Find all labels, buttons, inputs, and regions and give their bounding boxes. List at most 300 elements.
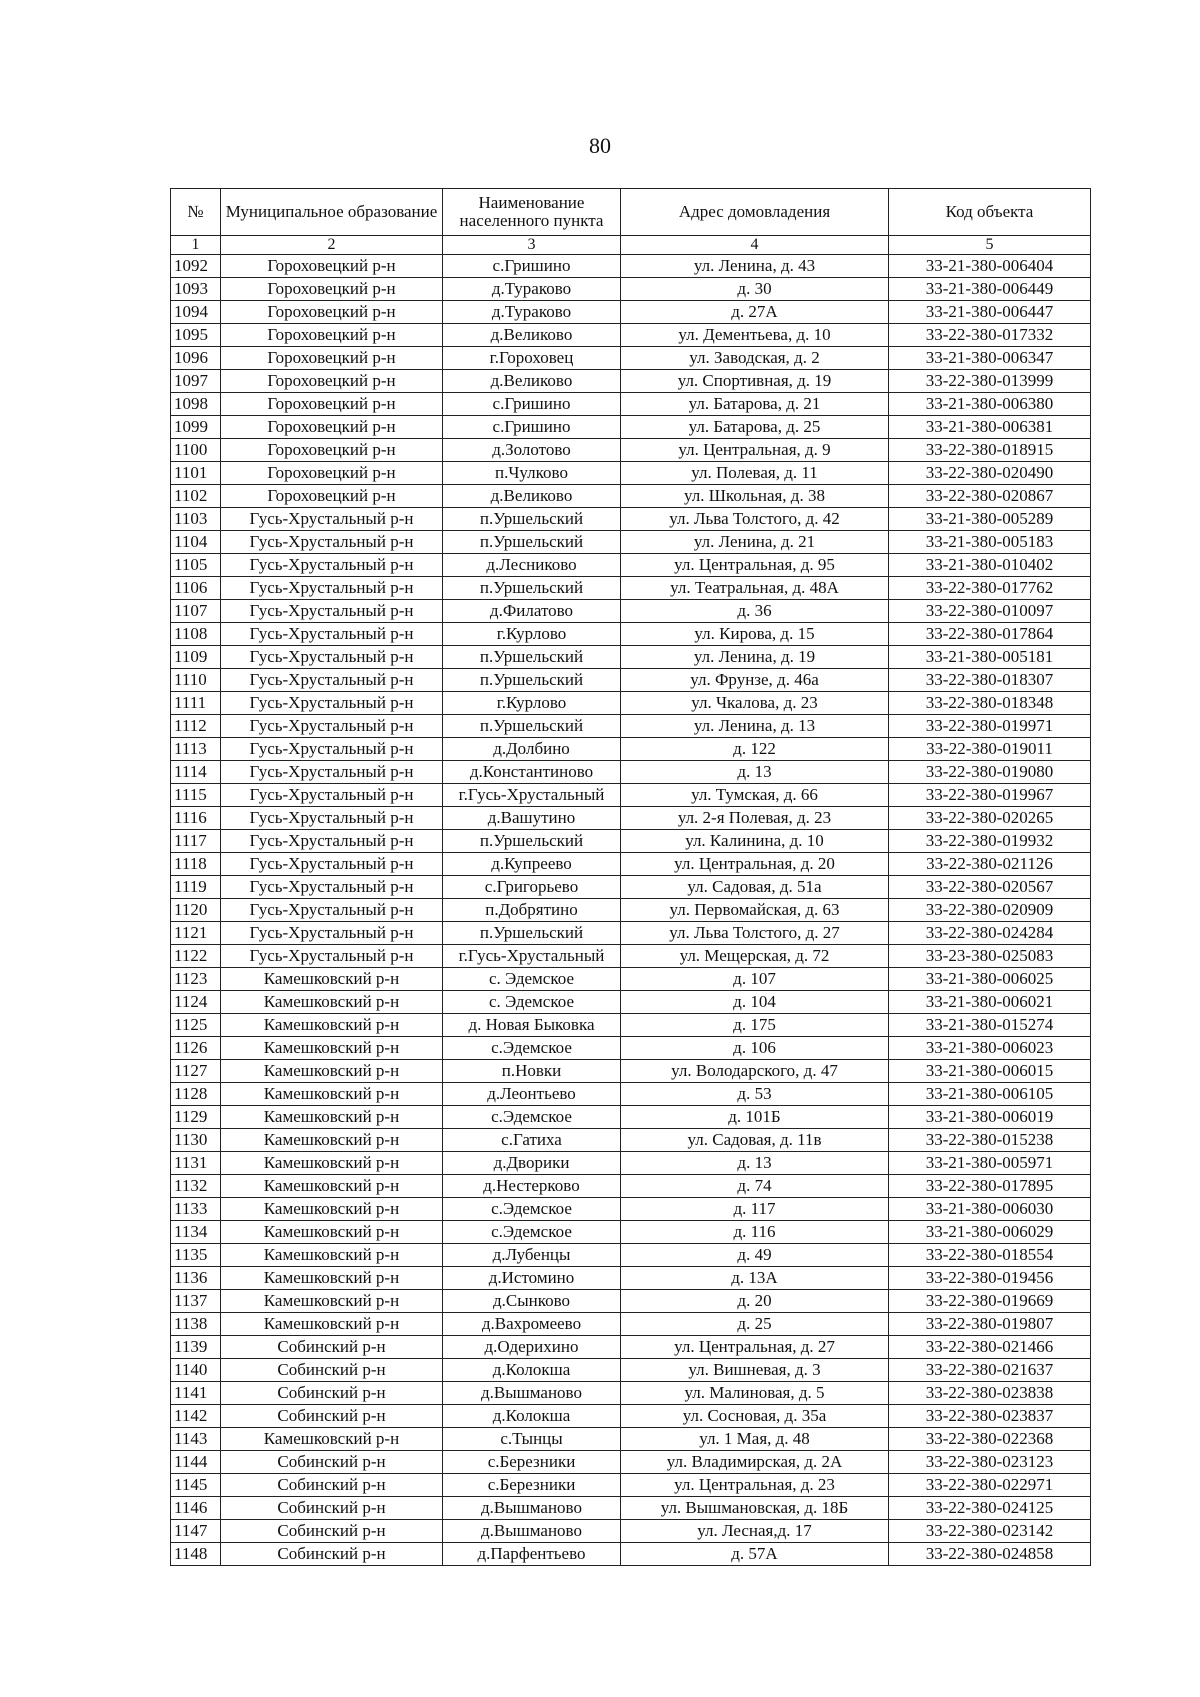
object-code-cell: 33-22-380-020265 bbox=[889, 807, 1091, 830]
address-cell: д. 13 bbox=[621, 761, 889, 784]
settlement-cell: д.Вахромеево bbox=[443, 1313, 621, 1336]
settlement-cell: с.Тынцы bbox=[443, 1428, 621, 1451]
object-code-cell: 33-21-380-005183 bbox=[889, 531, 1091, 554]
municipality-cell: Гусь-Хрустальный р-н bbox=[221, 784, 443, 807]
table-row bbox=[171, 1336, 1091, 1359]
municipality-cell: Гусь-Хрустальный р-н bbox=[221, 807, 443, 830]
address-cell: д. 104 bbox=[621, 991, 889, 1014]
row-number-cell: 1128 bbox=[171, 1083, 221, 1106]
address-cell: д. 30 bbox=[621, 278, 889, 301]
table-row bbox=[171, 1359, 1091, 1382]
address-cell: ул. Лесная,д. 17 bbox=[621, 1520, 889, 1543]
table-row bbox=[171, 1060, 1091, 1083]
municipality-cell: Гороховецкий р-н bbox=[221, 370, 443, 393]
row-number-cell: 1142 bbox=[171, 1405, 221, 1428]
municipality-cell: Гусь-Хрустальный р-н bbox=[221, 922, 443, 945]
municipality-cell: Камешковский р-н bbox=[221, 1267, 443, 1290]
settlement-cell: д.Тураково bbox=[443, 278, 621, 301]
object-code-cell: 33-22-380-017895 bbox=[889, 1175, 1091, 1198]
municipality-cell: Камешковский р-н bbox=[221, 1152, 443, 1175]
municipality-cell: Собинский р-н bbox=[221, 1382, 443, 1405]
settlement-cell: с.Эдемское bbox=[443, 1198, 621, 1221]
object-code-cell: 33-21-380-006447 bbox=[889, 301, 1091, 324]
address-cell: ул. Льва Толстого, д. 27 bbox=[621, 922, 889, 945]
row-number-cell: 1109 bbox=[171, 646, 221, 669]
table-row bbox=[171, 1474, 1091, 1497]
address-cell: ул. Театральная, д. 48А bbox=[621, 577, 889, 600]
address-cell: ул. 1 Мая, д. 48 bbox=[621, 1428, 889, 1451]
settlement-cell: с.Березники bbox=[443, 1474, 621, 1497]
row-number-cell: 1102 bbox=[171, 485, 221, 508]
object-code-cell: 33-22-380-019669 bbox=[889, 1290, 1091, 1313]
table-row bbox=[171, 991, 1091, 1014]
row-number-cell: 1103 bbox=[171, 508, 221, 531]
object-code-cell: 33-21-380-005181 bbox=[889, 646, 1091, 669]
municipality-cell: Камешковский р-н bbox=[221, 1428, 443, 1451]
municipality-cell: Гусь-Хрустальный р-н bbox=[221, 554, 443, 577]
municipality-cell: Гороховецкий р-н bbox=[221, 301, 443, 324]
settlement-cell: с.Григорьево bbox=[443, 876, 621, 899]
object-code-cell: 33-22-380-018554 bbox=[889, 1244, 1091, 1267]
municipality-cell: Гусь-Хрустальный р-н bbox=[221, 945, 443, 968]
row-number-cell: 1129 bbox=[171, 1106, 221, 1129]
table-row bbox=[171, 462, 1091, 485]
object-code-cell: 33-22-380-023838 bbox=[889, 1382, 1091, 1405]
settlement-cell: д.Парфентьево bbox=[443, 1543, 621, 1566]
settlement-cell: г.Гороховец bbox=[443, 347, 621, 370]
object-code-cell: 33-21-380-006381 bbox=[889, 416, 1091, 439]
column-header-settlement: Наименование населенного пункта bbox=[443, 189, 621, 236]
row-number-cell: 1143 bbox=[171, 1428, 221, 1451]
municipality-cell: Гусь-Хрустальный р-н bbox=[221, 692, 443, 715]
row-number-cell: 1119 bbox=[171, 876, 221, 899]
municipality-cell: Гусь-Хрустальный р-н bbox=[221, 761, 443, 784]
municipality-cell: Камешковский р-н bbox=[221, 1106, 443, 1129]
settlement-cell: г.Гусь-Хрустальный bbox=[443, 945, 621, 968]
object-code-cell: 33-22-380-022971 bbox=[889, 1474, 1091, 1497]
object-code-cell: 33-21-380-006105 bbox=[889, 1083, 1091, 1106]
object-code-cell: 33-21-380-005289 bbox=[889, 508, 1091, 531]
settlement-cell: д.Одерихино bbox=[443, 1336, 621, 1359]
settlement-cell: п.Уршельский bbox=[443, 830, 621, 853]
object-code-cell: 33-22-380-020909 bbox=[889, 899, 1091, 922]
municipality-cell: Собинский р-н bbox=[221, 1405, 443, 1428]
column-header-address: Адрес домовладения bbox=[621, 189, 889, 236]
settlement-cell: п.Уршельский bbox=[443, 715, 621, 738]
address-cell: д. 20 bbox=[621, 1290, 889, 1313]
municipality-cell: Гороховецкий р-н bbox=[221, 255, 443, 278]
table-row bbox=[171, 899, 1091, 922]
row-number-cell: 1093 bbox=[171, 278, 221, 301]
object-code-cell: 33-22-380-019456 bbox=[889, 1267, 1091, 1290]
settlement-cell: с.Гришино bbox=[443, 393, 621, 416]
column-number: 2 bbox=[221, 236, 443, 255]
row-number-cell: 1110 bbox=[171, 669, 221, 692]
municipality-cell: Гороховецкий р-н bbox=[221, 324, 443, 347]
address-cell: д. 116 bbox=[621, 1221, 889, 1244]
municipality-cell: Гусь-Хрустальный р-н bbox=[221, 738, 443, 761]
address-cell: ул. Ленина, д. 19 bbox=[621, 646, 889, 669]
address-cell: ул. Спортивная, д. 19 bbox=[621, 370, 889, 393]
object-code-cell: 33-22-380-019971 bbox=[889, 715, 1091, 738]
table-row bbox=[171, 1313, 1091, 1336]
table-row bbox=[171, 922, 1091, 945]
municipality-cell: Гороховецкий р-н bbox=[221, 393, 443, 416]
table-row bbox=[171, 761, 1091, 784]
settlement-cell: с.Эдемское bbox=[443, 1221, 621, 1244]
row-number-cell: 1138 bbox=[171, 1313, 221, 1336]
address-cell: ул. Чкалова, д. 23 bbox=[621, 692, 889, 715]
municipality-cell: Камешковский р-н bbox=[221, 1221, 443, 1244]
row-number-cell: 1100 bbox=[171, 439, 221, 462]
table-row bbox=[171, 692, 1091, 715]
address-cell: ул. 2-я Полевая, д. 23 bbox=[621, 807, 889, 830]
settlement-cell: д.Сынково bbox=[443, 1290, 621, 1313]
address-cell: ул. Ленина, д. 13 bbox=[621, 715, 889, 738]
municipality-cell: Камешковский р-н bbox=[221, 1244, 443, 1267]
table-row bbox=[171, 416, 1091, 439]
municipality-cell: Собинский р-н bbox=[221, 1497, 443, 1520]
table-row bbox=[171, 715, 1091, 738]
municipality-cell: Гороховецкий р-н bbox=[221, 347, 443, 370]
row-number-cell: 1101 bbox=[171, 462, 221, 485]
municipality-cell: Камешковский р-н bbox=[221, 1198, 443, 1221]
row-number-cell: 1105 bbox=[171, 554, 221, 577]
municipality-cell: Гусь-Хрустальный р-н bbox=[221, 577, 443, 600]
object-code-cell: 33-22-380-015238 bbox=[889, 1129, 1091, 1152]
address-cell: д. 175 bbox=[621, 1014, 889, 1037]
object-code-cell: 33-21-380-006380 bbox=[889, 393, 1091, 416]
address-cell: ул. Малиновая, д. 5 bbox=[621, 1382, 889, 1405]
address-cell: ул. Льва Толстого, д. 42 bbox=[621, 508, 889, 531]
row-number-cell: 1111 bbox=[171, 692, 221, 715]
table-row bbox=[171, 577, 1091, 600]
row-number-cell: 1098 bbox=[171, 393, 221, 416]
table-row bbox=[171, 1198, 1091, 1221]
table-header-row bbox=[171, 189, 1091, 236]
address-cell: ул. Батарова, д. 21 bbox=[621, 393, 889, 416]
table-row bbox=[171, 1175, 1091, 1198]
settlement-cell: с.Гришино bbox=[443, 416, 621, 439]
municipality-cell: Гороховецкий р-н bbox=[221, 439, 443, 462]
address-cell: ул. Центральная, д. 23 bbox=[621, 1474, 889, 1497]
object-code-cell: 33-22-380-023837 bbox=[889, 1405, 1091, 1428]
settlement-cell: п.Чулково bbox=[443, 462, 621, 485]
municipality-cell: Камешковский р-н bbox=[221, 968, 443, 991]
row-number-cell: 1118 bbox=[171, 853, 221, 876]
row-number-cell: 1108 bbox=[171, 623, 221, 646]
municipality-cell: Камешковский р-н bbox=[221, 1037, 443, 1060]
row-number-cell: 1092 bbox=[171, 255, 221, 278]
object-code-cell: 33-22-380-019011 bbox=[889, 738, 1091, 761]
table-row bbox=[171, 1129, 1091, 1152]
table-row bbox=[171, 1152, 1091, 1175]
municipality-cell: Камешковский р-н bbox=[221, 1175, 443, 1198]
row-number-cell: 1113 bbox=[171, 738, 221, 761]
object-code-cell: 33-22-380-024125 bbox=[889, 1497, 1091, 1520]
object-code-cell: 33-22-380-021466 bbox=[889, 1336, 1091, 1359]
table-row bbox=[171, 1083, 1091, 1106]
address-cell: ул. Дементьева, д. 10 bbox=[621, 324, 889, 347]
municipality-cell: Камешковский р-н bbox=[221, 1129, 443, 1152]
row-number-cell: 1145 bbox=[171, 1474, 221, 1497]
row-number-cell: 1135 bbox=[171, 1244, 221, 1267]
object-code-cell: 33-22-380-020490 bbox=[889, 462, 1091, 485]
object-code-cell: 33-22-380-021126 bbox=[889, 853, 1091, 876]
table-row bbox=[171, 600, 1091, 623]
table-row bbox=[171, 623, 1091, 646]
municipality-cell: Гусь-Хрустальный р-н bbox=[221, 508, 443, 531]
settlement-cell: д.Нестерково bbox=[443, 1175, 621, 1198]
settlement-cell: д.Дворики bbox=[443, 1152, 621, 1175]
settlement-cell: д.Константиново bbox=[443, 761, 621, 784]
table-row bbox=[171, 1244, 1091, 1267]
address-cell: ул. Сосновая, д. 35а bbox=[621, 1405, 889, 1428]
address-cell: ул. Школьная, д. 38 bbox=[621, 485, 889, 508]
address-cell: д. 101Б bbox=[621, 1106, 889, 1129]
object-code-cell: 33-21-380-006015 bbox=[889, 1060, 1091, 1083]
settlement-cell: п.Уршельский bbox=[443, 922, 621, 945]
table-row bbox=[171, 531, 1091, 554]
object-code-cell: 33-22-380-021637 bbox=[889, 1359, 1091, 1382]
address-cell: ул. Калинина, д. 10 bbox=[621, 830, 889, 853]
settlement-cell: д.Великово bbox=[443, 370, 621, 393]
row-number-cell: 1139 bbox=[171, 1336, 221, 1359]
column-header-number: № bbox=[171, 189, 221, 236]
municipality-cell: Собинский р-н bbox=[221, 1520, 443, 1543]
municipality-cell: Собинский р-н bbox=[221, 1336, 443, 1359]
municipality-cell: Собинский р-н bbox=[221, 1474, 443, 1497]
row-number-cell: 1147 bbox=[171, 1520, 221, 1543]
row-number-cell: 1094 bbox=[171, 301, 221, 324]
table-body bbox=[171, 255, 1091, 1566]
object-code-cell: 33-22-380-019967 bbox=[889, 784, 1091, 807]
table-row bbox=[171, 1497, 1091, 1520]
municipality-cell: Гусь-Хрустальный р-н bbox=[221, 876, 443, 899]
settlement-cell: с.Гришино bbox=[443, 255, 621, 278]
object-code-cell: 33-21-380-006449 bbox=[889, 278, 1091, 301]
settlement-cell: д.Истомино bbox=[443, 1267, 621, 1290]
address-cell: д. 106 bbox=[621, 1037, 889, 1060]
municipality-cell: Гусь-Хрустальный р-н bbox=[221, 853, 443, 876]
settlement-cell: д.Долбино bbox=[443, 738, 621, 761]
object-code-cell: 33-22-380-023142 bbox=[889, 1520, 1091, 1543]
address-cell: ул. Ленина, д. 21 bbox=[621, 531, 889, 554]
row-number-cell: 1146 bbox=[171, 1497, 221, 1520]
table-row bbox=[171, 646, 1091, 669]
table-row bbox=[171, 669, 1091, 692]
object-code-cell: 33-22-380-024284 bbox=[889, 922, 1091, 945]
table-row bbox=[171, 1451, 1091, 1474]
row-number-cell: 1124 bbox=[171, 991, 221, 1014]
settlement-cell: п.Уршельский bbox=[443, 669, 621, 692]
table-row bbox=[171, 784, 1091, 807]
municipality-cell: Собинский р-н bbox=[221, 1451, 443, 1474]
municipality-cell: Гусь-Хрустальный р-н bbox=[221, 830, 443, 853]
object-code-cell: 33-21-380-006019 bbox=[889, 1106, 1091, 1129]
table-row bbox=[171, 1037, 1091, 1060]
object-code-cell: 33-22-380-020567 bbox=[889, 876, 1091, 899]
row-number-cell: 1136 bbox=[171, 1267, 221, 1290]
table-row bbox=[171, 807, 1091, 830]
settlement-cell: п.Уршельский bbox=[443, 531, 621, 554]
object-code-cell: 33-22-380-024858 bbox=[889, 1543, 1091, 1566]
settlement-cell: д.Великово bbox=[443, 324, 621, 347]
object-code-cell: 33-23-380-025083 bbox=[889, 945, 1091, 968]
municipality-cell: Гороховецкий р-н bbox=[221, 462, 443, 485]
address-cell: д. 49 bbox=[621, 1244, 889, 1267]
table-row bbox=[171, 1520, 1091, 1543]
column-number-row bbox=[171, 236, 1091, 255]
row-number-cell: 1134 bbox=[171, 1221, 221, 1244]
object-code-cell: 33-22-380-022368 bbox=[889, 1428, 1091, 1451]
table-row bbox=[171, 347, 1091, 370]
object-code-cell: 33-22-380-010097 bbox=[889, 600, 1091, 623]
object-code-cell: 33-21-380-005971 bbox=[889, 1152, 1091, 1175]
address-cell: ул. Владимирская, д. 2А bbox=[621, 1451, 889, 1474]
row-number-cell: 1104 bbox=[171, 531, 221, 554]
settlement-cell: д.Филатово bbox=[443, 600, 621, 623]
row-number-cell: 1125 bbox=[171, 1014, 221, 1037]
settlement-cell: д.Колокша bbox=[443, 1359, 621, 1382]
column-number: 3 bbox=[443, 236, 621, 255]
row-number-cell: 1137 bbox=[171, 1290, 221, 1313]
table-row bbox=[171, 1106, 1091, 1129]
table-row bbox=[171, 1014, 1091, 1037]
object-code-cell: 33-21-380-006021 bbox=[889, 991, 1091, 1014]
settlement-cell: с. Эдемское bbox=[443, 991, 621, 1014]
table-row bbox=[171, 301, 1091, 324]
row-number-cell: 1144 bbox=[171, 1451, 221, 1474]
settlement-cell: п.Уршельский bbox=[443, 577, 621, 600]
row-number-cell: 1140 bbox=[171, 1359, 221, 1382]
municipality-cell: Гороховецкий р-н bbox=[221, 485, 443, 508]
address-cell: ул. Центральная, д. 95 bbox=[621, 554, 889, 577]
row-number-cell: 1126 bbox=[171, 1037, 221, 1060]
table-row bbox=[171, 324, 1091, 347]
address-cell: ул. Мещерская, д. 72 bbox=[621, 945, 889, 968]
settlement-cell: д.Лубенцы bbox=[443, 1244, 621, 1267]
settlement-cell: д.Купреево bbox=[443, 853, 621, 876]
settlement-cell: с.Березники bbox=[443, 1451, 621, 1474]
municipality-cell: Камешковский р-н bbox=[221, 1083, 443, 1106]
object-code-cell: 33-22-380-017332 bbox=[889, 324, 1091, 347]
municipality-cell: Гусь-Хрустальный р-н bbox=[221, 600, 443, 623]
object-code-cell: 33-22-380-020867 bbox=[889, 485, 1091, 508]
column-number: 1 bbox=[171, 236, 221, 255]
address-cell: д. 53 bbox=[621, 1083, 889, 1106]
address-cell: д. 36 bbox=[621, 600, 889, 623]
table-row bbox=[171, 393, 1091, 416]
object-code-cell: 33-22-380-023123 bbox=[889, 1451, 1091, 1474]
municipality-cell: Гусь-Хрустальный р-н bbox=[221, 899, 443, 922]
address-cell: ул. Центральная, д. 9 bbox=[621, 439, 889, 462]
object-code-cell: 33-22-380-019932 bbox=[889, 830, 1091, 853]
column-header-municipality: Муниципальное образование bbox=[221, 189, 443, 236]
address-cell: ул. Батарова, д. 25 bbox=[621, 416, 889, 439]
row-number-cell: 1141 bbox=[171, 1382, 221, 1405]
municipality-cell: Гусь-Хрустальный р-н bbox=[221, 531, 443, 554]
municipality-cell: Гусь-Хрустальный р-н bbox=[221, 715, 443, 738]
municipality-cell: Гороховецкий р-н bbox=[221, 416, 443, 439]
row-number-cell: 1122 bbox=[171, 945, 221, 968]
address-cell: д. 74 bbox=[621, 1175, 889, 1198]
settlement-cell: д.Великово bbox=[443, 485, 621, 508]
address-cell: ул. Центральная, д. 27 bbox=[621, 1336, 889, 1359]
address-cell: ул. Фрунзе, д. 46а bbox=[621, 669, 889, 692]
settlement-cell: п.Уршельский bbox=[443, 646, 621, 669]
address-cell: ул. Центральная, д. 20 bbox=[621, 853, 889, 876]
address-cell: д. 57А bbox=[621, 1543, 889, 1566]
address-cell: д. 117 bbox=[621, 1198, 889, 1221]
object-code-cell: 33-21-380-006029 bbox=[889, 1221, 1091, 1244]
table-row bbox=[171, 370, 1091, 393]
settlement-cell: д. Новая Быковка bbox=[443, 1014, 621, 1037]
municipality-cell: Гороховецкий р-н bbox=[221, 278, 443, 301]
object-code-cell: 33-21-380-006347 bbox=[889, 347, 1091, 370]
object-code-cell: 33-22-380-013999 bbox=[889, 370, 1091, 393]
municipality-cell: Собинский р-н bbox=[221, 1359, 443, 1382]
table-row bbox=[171, 1543, 1091, 1566]
address-cell: ул. Заводская, д. 2 bbox=[621, 347, 889, 370]
table-row bbox=[171, 554, 1091, 577]
row-number-cell: 1096 bbox=[171, 347, 221, 370]
object-code-cell: 33-21-380-006030 bbox=[889, 1198, 1091, 1221]
settlement-cell: д.Золотово bbox=[443, 439, 621, 462]
object-code-cell: 33-22-380-019080 bbox=[889, 761, 1091, 784]
table-row bbox=[171, 1382, 1091, 1405]
settlement-cell: д.Леонтьево bbox=[443, 1083, 621, 1106]
settlement-cell: д.Лесниково bbox=[443, 554, 621, 577]
municipality-cell: Камешковский р-н bbox=[221, 1014, 443, 1037]
table-row bbox=[171, 1221, 1091, 1244]
table-row bbox=[171, 1267, 1091, 1290]
settlement-cell: д.Вышманово bbox=[443, 1520, 621, 1543]
row-number-cell: 1099 bbox=[171, 416, 221, 439]
object-code-cell: 33-21-380-006404 bbox=[889, 255, 1091, 278]
settlement-cell: д.Колокша bbox=[443, 1405, 621, 1428]
row-number-cell: 1132 bbox=[171, 1175, 221, 1198]
object-code-cell: 33-22-380-018915 bbox=[889, 439, 1091, 462]
table-row bbox=[171, 1405, 1091, 1428]
address-cell: д. 13 bbox=[621, 1152, 889, 1175]
address-cell: ул. Вышмановская, д. 18Б bbox=[621, 1497, 889, 1520]
object-code-cell: 33-22-380-017864 bbox=[889, 623, 1091, 646]
row-number-cell: 1120 bbox=[171, 899, 221, 922]
table-row bbox=[171, 1428, 1091, 1451]
address-cell: ул. Садовая, д. 11в bbox=[621, 1129, 889, 1152]
row-number-cell: 1114 bbox=[171, 761, 221, 784]
address-cell: ул. Кирова, д. 15 bbox=[621, 623, 889, 646]
settlement-cell: д.Тураково bbox=[443, 301, 621, 324]
table-row bbox=[171, 738, 1091, 761]
row-number-cell: 1117 bbox=[171, 830, 221, 853]
settlement-cell: д.Вышманово bbox=[443, 1497, 621, 1520]
table-row bbox=[171, 1290, 1091, 1313]
table-row bbox=[171, 485, 1091, 508]
settlement-cell: с. Эдемское bbox=[443, 968, 621, 991]
row-number-cell: 1133 bbox=[171, 1198, 221, 1221]
table-row bbox=[171, 853, 1091, 876]
table-row bbox=[171, 255, 1091, 278]
settlement-cell: с.Эдемское bbox=[443, 1037, 621, 1060]
row-number-cell: 1123 bbox=[171, 968, 221, 991]
table-row bbox=[171, 439, 1091, 462]
settlement-cell: г.Курлово bbox=[443, 623, 621, 646]
row-number-cell: 1127 bbox=[171, 1060, 221, 1083]
object-code-cell: 33-22-380-017762 bbox=[889, 577, 1091, 600]
municipality-cell: Гусь-Хрустальный р-н bbox=[221, 646, 443, 669]
